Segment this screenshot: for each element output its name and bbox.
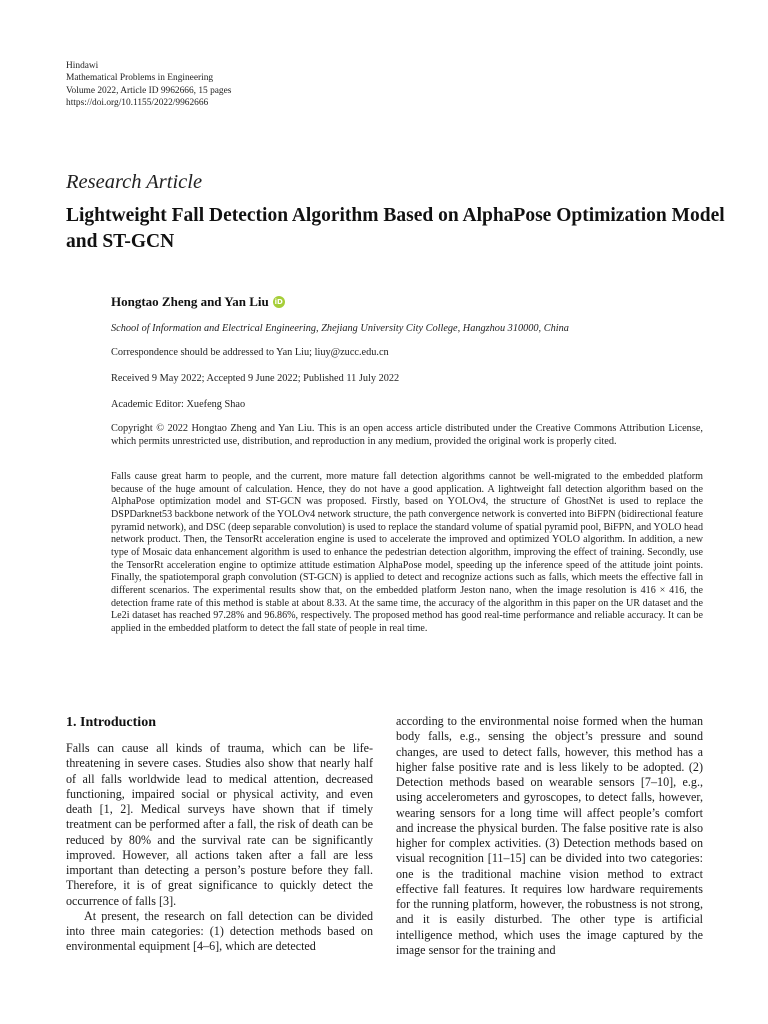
right-column bbox=[396, 714, 703, 958]
body-paragraph: Falls can cause all kinds of trauma, which can be life-threatening in severe cases. Studies also show that nearly half of all falls worldwide lead to medical attention, decreased functioning, impaired social or physical activity, and even death [1, 2]. Medical surveys have shown that if timely treatment can be performed after a fall, the risk of death can be reduced by 80% and the survival rate can be significantly improved. However, all actions taken after a fall are less important than detecting a person’s posture before they fall. Therefore, it is of great significance to quickly detect the occurrence of falls [3]. bbox=[66, 741, 373, 908]
academic-editor: Academic Editor: Xuefeng Shao bbox=[111, 399, 246, 410]
body-paragraph: according to the environmental noise formed when the human body falls, e.g., sensing the object’s pressure and sound changes, are used to detect falls, however, this method has a higher false positive rate and is less likely to be adopted. (2) Detection methods based on wearable sensors [7–10], e.g., using accelerometers and gyroscopes, to detect falls, however, wearing sensors for a long time will affect people’s comfort and increase the physical burden. The false positive rate is also higher for complex activities. (3) Detection methods based on visual recognition [11–15] can be divided into two categories: one is the traditional machine vision method to extract effective fall features. It requires low hardware requirements for the running platform, however, the robustness is not strong, and it is easily disturbed. The other type is artificial intelligence method, which uses the image captured by the image sensor for the training and bbox=[396, 714, 703, 957]
correspondence: Correspondence should be addressed to Yan Liu; liuy@zucc.edu.cn bbox=[111, 347, 389, 358]
left-column bbox=[66, 714, 373, 955]
journal-name: Mathematical Problems in Engineering bbox=[66, 73, 214, 84]
abstract: Falls cause great harm to people, and the current, more mature fall detection algorithms cannot be well-migrated to the embedded platform because of the huge amount of calculation. Hence, they do not have a good application. A lightweight fall detection algorithm based on the AlphaPose optimization model and ST-GCN was proposed. Firstly, based on YOLOv4, the structure of GhostNet is used to replace the DSPDarknet53 backbone network of the YOLOv4 network structure, the path convergence network is converted into BiFPN (bidirectional feature pyramid network), and DSC (deep separable convolution) is used to replace the standard volume of spatial pyramid pool, BiFPN, and YOLO head network product. Then, the TensorRt acceleration engine is used to accelerate the improved and optimized YOLO algorithm. In addition, a new type of Mosaic data enhancement algorithm is used to enhance the pedestrian detection algorithm, improving the effect of training. Secondly, use the TensorRt acceleration engine to optimize attitude estimation AlphaPose model, speeding up the inference speed of the attitude joint points. Finally, the spatiotemporal graph convolution (ST-GCN) is applied to detect and recognize actions such as falls, which meets the effective fall in different scenarios. The experimental results show that, on the embedded platform Jeston nano, when the image resolution is 416 × 416, the detection frame rate of this method is stable at about 8.33. At the same time, the accuracy of the algorithm in this paper on the UR dataset and the Le2i dataset has reached 97.28% and 96.86%, respectively. The proposed method has good real-time performance and reliable accuracy. It can be applied in the embedded platform to detect the fall state of people in real time. bbox=[111, 471, 703, 634]
body-paragraph: At present, the research on fall detection can be divided into three main categories: (1) detection methods based on environmental equipment [4–6], which are detected bbox=[66, 908, 373, 954]
author-line bbox=[111, 294, 285, 310]
article-title: Lightweight Fall Detection Algorithm Based on AlphaPose Optimization Model and ST-GCN bbox=[66, 205, 725, 252]
journal-meta bbox=[66, 60, 231, 110]
volume-line: Volume 2022, Article ID 9962666, 15 pages bbox=[66, 85, 232, 96]
section-heading: 1. Introduction bbox=[66, 715, 156, 730]
authors: Hongtao Zheng and Yan Liu bbox=[111, 294, 269, 309]
orcid-icon[interactable]: iD bbox=[274, 298, 283, 306]
doi-link[interactable]: https://doi.org/10.1155/2022/9962666 bbox=[66, 98, 209, 109]
publisher-name: Hindawi bbox=[66, 61, 99, 71]
publication-dates: Received 9 May 2022; Accepted 9 June 2022; Published 11 July 2022 bbox=[111, 373, 400, 384]
affiliation: School of Information and Electrical Engineering, Zhejiang University City College, Hangzhou 310000, China bbox=[111, 323, 569, 334]
copyright-notice: Copyright © 2022 Hongtao Zheng and Yan Liu. This is an open access article distributed under the Creative Commons Attribution License, which permits unrestricted use, distribution, and reproduction in any medium, provided the original work is properly cited. bbox=[111, 423, 703, 447]
article-type: Research Article bbox=[66, 171, 203, 193]
